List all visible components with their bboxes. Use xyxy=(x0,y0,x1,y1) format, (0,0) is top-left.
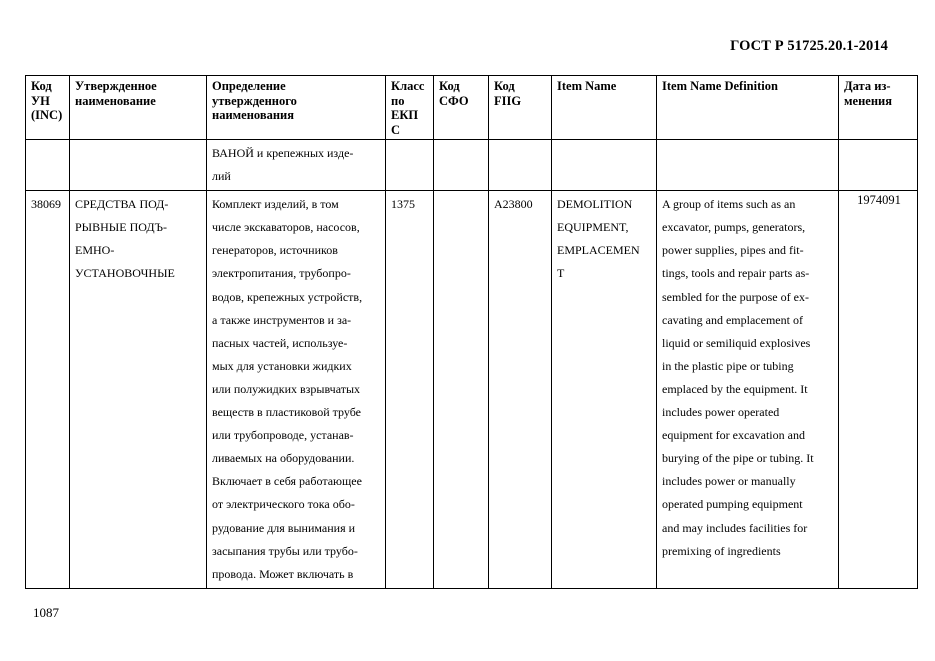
cell-text-line: рудование для вынимания и xyxy=(212,520,356,535)
cell-text-line: liquid or semiliquid explosives xyxy=(662,335,811,350)
cell-item-definition xyxy=(657,140,839,191)
column-header-sfo-code xyxy=(434,76,489,140)
cell-text-line: and may includes facilities for xyxy=(662,520,808,535)
cell-text-line: DEMOLITION xyxy=(557,197,633,212)
table-row xyxy=(26,191,918,589)
column-header-line: С xyxy=(391,122,401,137)
column-header-fiig-code xyxy=(489,76,552,140)
column-header-line: менения xyxy=(844,93,892,108)
cell-text-line: operated pumping equipment xyxy=(662,497,803,512)
column-header-line: по xyxy=(391,93,405,108)
column-header-line: ЕКП xyxy=(391,108,419,122)
cell-class-ekps: 1375 xyxy=(386,191,434,589)
cell-text-line: от электрического тока обо- xyxy=(212,497,355,512)
column-header-line: наименования xyxy=(212,108,295,122)
cell-inc xyxy=(26,140,70,191)
cell-text-line: in the plastic pipe or tubing xyxy=(662,358,794,373)
cell-text-line: водов, крепежных устройств, xyxy=(212,289,363,304)
continuation-row xyxy=(26,140,918,191)
cell-text-line: Комплект изделий, в том xyxy=(212,197,339,212)
cell-definition xyxy=(207,140,386,191)
column-header-line: Класс xyxy=(391,79,425,93)
cell-text-line: провода. Может включать в xyxy=(212,566,354,581)
cell-approved-name xyxy=(70,140,207,191)
column-header-line: Item Name Definition xyxy=(662,79,778,93)
cell-text-line: лий xyxy=(212,169,231,184)
cell-text-line: T xyxy=(557,266,565,281)
cell-fiig-code: A23800 xyxy=(489,191,552,589)
cell-text-line: cavating and emplacement of xyxy=(662,312,803,327)
cell-text-line: A group of items such as an xyxy=(662,197,796,212)
cell-text-line: EQUIPMENT, xyxy=(557,220,629,235)
cell-text-line: пасных частей, используе- xyxy=(212,335,348,350)
cell-text-line: или полужидких взрывчатых xyxy=(212,381,361,396)
cell-sfo-code xyxy=(434,140,489,191)
cell-text-line: УСТАНОВОЧНЫЕ xyxy=(75,266,175,281)
cell-text-line: includes power or manually xyxy=(662,474,796,489)
cell-text-line: ЕМНО- xyxy=(75,243,115,258)
column-header-inc xyxy=(26,76,70,140)
cell-text-line: emplaced by the equipment. It xyxy=(662,381,808,396)
cell-definition xyxy=(207,191,386,589)
cell-text-line: ливаемых на оборудовании. xyxy=(212,451,355,466)
column-header-approved-name xyxy=(70,76,207,140)
cell-text-line: premixing of ingredients xyxy=(662,543,781,558)
cell-fiig-code xyxy=(489,140,552,191)
cell-text-line: мых для установки жидких xyxy=(212,358,352,373)
cell-item-name xyxy=(552,191,657,589)
column-header-line: Утвержденное xyxy=(75,79,157,93)
cell-text-line: СРЕДСТВА ПОД- xyxy=(75,197,169,212)
cell-class-ekps xyxy=(386,140,434,191)
cell-text-line: burying of the pipe or tubing. It xyxy=(662,451,814,466)
cell-text-line: Включает в себя работающее xyxy=(212,474,362,489)
cell-approved-name xyxy=(70,191,207,589)
page-header-standard: ГОСТ Р 51725.20.1-2014 xyxy=(730,38,888,54)
column-header-item-name xyxy=(552,76,657,140)
cell-text-line: числе экскаваторов, насосов, xyxy=(212,220,360,235)
cell-text-line: includes power operated xyxy=(662,405,780,420)
page-number: 1087 xyxy=(33,605,59,620)
column-header-line: наименование xyxy=(75,93,156,108)
cell-text-line: tings, tools and repair parts as- xyxy=(662,266,810,281)
cell-text-line: или трубопроводе, устанав- xyxy=(212,428,354,443)
column-header-line: утвержденного xyxy=(212,93,297,108)
column-header-line: (INC) xyxy=(31,108,63,122)
column-header-item-definition xyxy=(657,76,839,140)
column-header-line: СФО xyxy=(439,93,469,108)
column-header-line: Код xyxy=(31,79,52,93)
column-header-line: Код xyxy=(494,79,515,93)
cell-change-date: 1974091 xyxy=(839,191,918,589)
column-header-change-date xyxy=(839,76,918,140)
cell-text-line: электропитания, трубопро- xyxy=(212,266,351,281)
cell-text-line: equipment for excavation and xyxy=(662,428,805,443)
cell-inc: 38069 xyxy=(26,191,70,589)
cell-text-line: а также инструментов и за- xyxy=(212,312,352,327)
cell-item-name xyxy=(552,140,657,191)
column-header-line: Код xyxy=(439,79,460,93)
column-header-definition xyxy=(207,76,386,140)
cell-text-line: power supplies, pipes and fit- xyxy=(662,243,804,258)
cell-text-line: EMPLACEMEN xyxy=(557,243,640,258)
cell-text-line: веществ в пластиковой трубе xyxy=(212,405,361,420)
cell-text-line: РЫВНЫЕ ПОДЪ- xyxy=(75,220,167,235)
column-header-line: Определение xyxy=(212,79,286,93)
cell-text-line: ВАНОЙ и крепежных изде- xyxy=(212,146,354,160)
cell-text-line: excavator, pumps, generators, xyxy=(662,220,806,235)
cell-text-line: генераторов, источников xyxy=(212,243,338,258)
cell-text-line: засыпания трубы или трубо- xyxy=(212,543,358,558)
cell-text-line: sembled for the purpose of ex- xyxy=(662,289,809,304)
column-header-class-ekps xyxy=(386,76,434,140)
column-header-line: FIIG xyxy=(494,93,522,108)
table-header-row xyxy=(26,76,918,140)
specification-table xyxy=(25,75,918,589)
column-header-line: УН xyxy=(31,93,50,108)
column-header-line: Дата из- xyxy=(844,79,891,93)
cell-item-definition xyxy=(657,191,839,589)
cell-change-date xyxy=(839,140,918,191)
cell-sfo-code xyxy=(434,191,489,589)
column-header-line: Item Name xyxy=(557,79,617,93)
